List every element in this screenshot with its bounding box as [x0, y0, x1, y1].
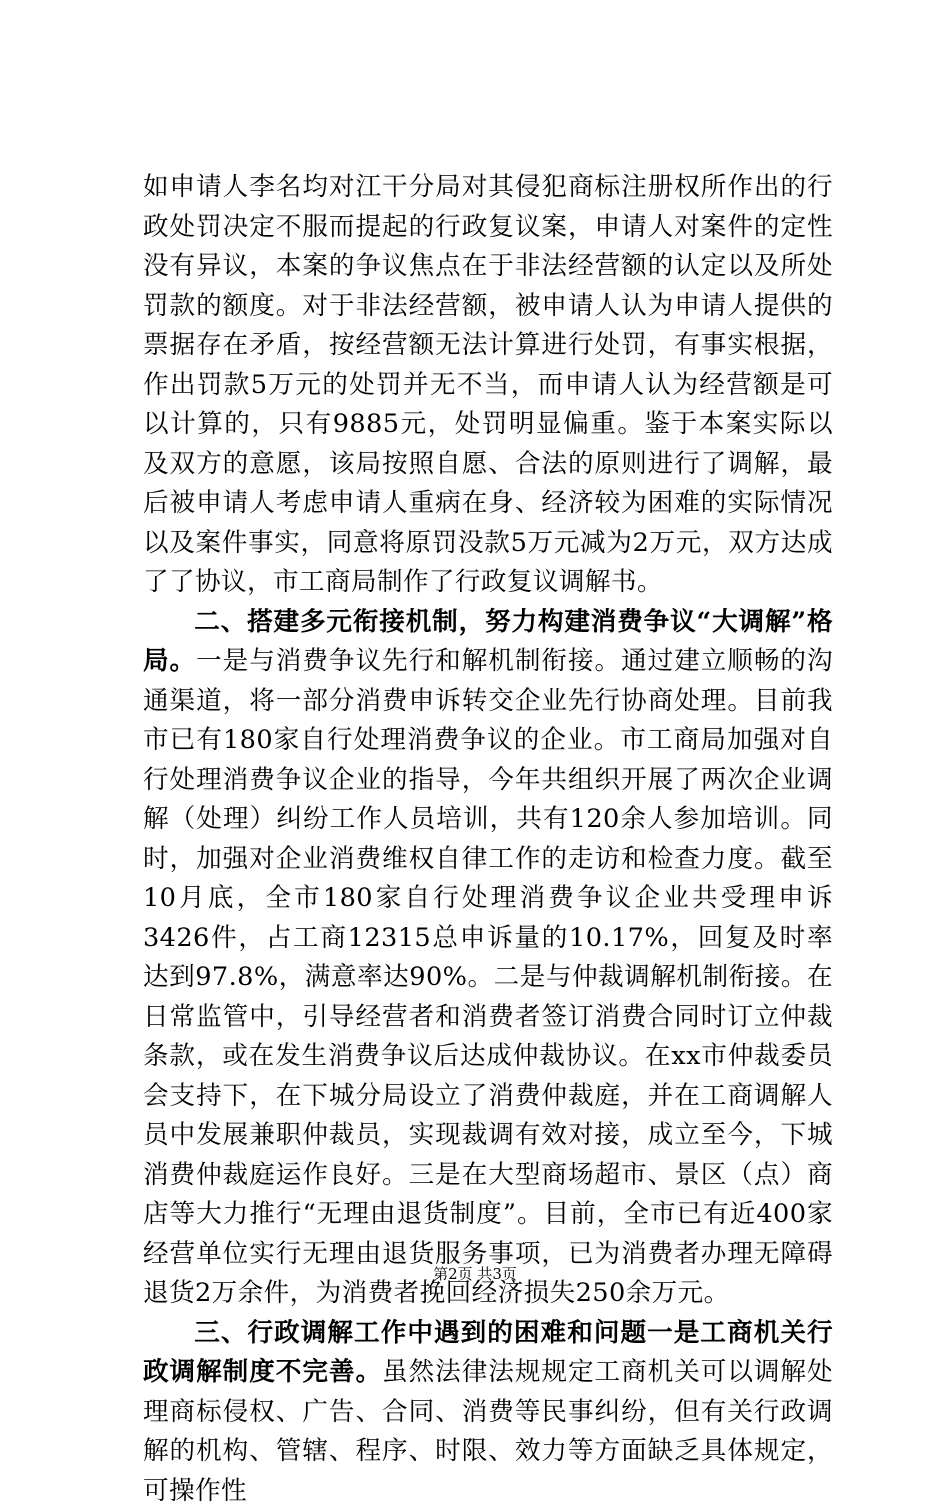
page-number-label: 第2页 共3页 — [433, 1265, 517, 1283]
paragraph-3 — [143, 1314, 833, 1511]
section-heading-2: 二、搭建多元衔接机制，努力构建消费争议“大调解”格局。 — [143, 607, 833, 677]
paragraph-2 — [143, 603, 833, 1314]
section-heading-3: 三、行政调解工作中遇到的困难和问题一是工商机关行政调解制度不完善。 — [143, 1318, 833, 1388]
page-footer — [0, 1264, 950, 1284]
paragraph-1 — [143, 168, 833, 603]
paragraph-3-text: 虽然法律法规规定工商机关可以调解处理商标侵权、广告、合同、消费等民事纠纷，但有关行政调解的机构、管辖、程序、时限、效力等方面缺乏具体规定，可操作性 — [143, 1357, 833, 1506]
paragraph-2-text: 一是与消费争议先行和解机制衔接。通过建立顺畅的沟通渠道，将一部分消费申诉转交企业先行协商处理。目前我市已有180家自行处理消费争议的企业。市工商局加强对自行处理消费争议企业的指导，今年共组织开展了两次企业调解（处理）纠纷工作人员培训，共有120余人参加培训。同时，加强对企业消费维权自律工作的走访和检查力度。截至10月底，全市180家自行处理消费争议企业共受理申诉3426件，占工商12315总申诉量的10.17%，回复及时率达到97.8%，满意率达90%。二是与仲裁调解机制衔接。在日常监管中，引导经营者和消费者签订消费合同时订立仲裁条款，或在发生消费争议后达成仲裁协议。在xx市仲裁委员会支持下，在下城分局设立了消费仲裁庭，并在工商调解人员中发展兼职仲裁员，实现裁调有效对接，成立至今，下城消费仲裁庭运作良好。三是在大型商场超市、景区（点）商店等大力推行“无理由退货制度”。目前，全市已有近400家经营单位实行无理由退货服务事项，已为消费者办理无障碍退货2万余件，为消费者挽回经济损失250余万元。 — [143, 646, 833, 1308]
paragraph-1-text: 如申请人李名均对江干分局对其侵犯商标注册权所作出的行政处罚决定不服而提起的行政复议案，申请人对案件的定性没有异议，本案的争议焦点在于非法经营额的认定以及所处罚款的额度。对于非法经营额，被申请人认为申请人提供的票据存在矛盾，按经营额无法计算进行处罚，有事实根据，作出罚款5万元的处罚并无不当，而申请人认为经营额是可以计算的，只有9885元，处罚明显偏重。鉴于本案实际以及双方的意愿，该局按照自愿、合法的原则进行了调解，最后被申请人考虑申请人重病在身、经济较为困难的实际情况以及案件事实，同意将原罚没款5万元减为2万元，双方达成了了协议，市工商局制作了行政复议调解书。 — [143, 172, 833, 597]
document-body — [143, 168, 833, 1511]
